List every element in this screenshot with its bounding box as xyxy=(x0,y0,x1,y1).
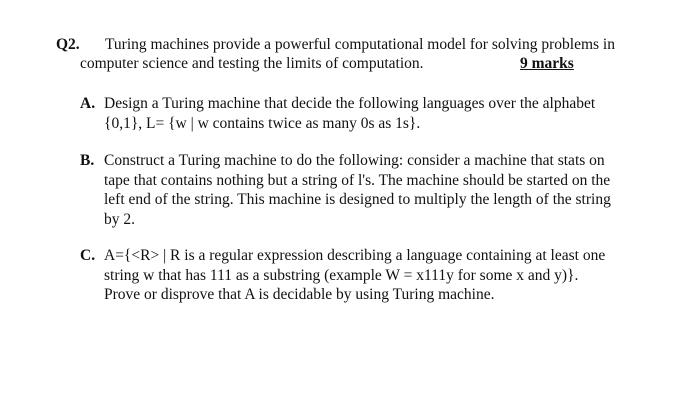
part-c-line-2: string w that has 111 as a substring (example W = x111y for some x and y)}. xyxy=(104,266,579,284)
part-a-line-1: Design a Turing machine that decide the following languages over the alphabet xyxy=(104,95,596,112)
part-b-label: B. xyxy=(80,152,95,169)
question-label: Q2. xyxy=(56,36,80,53)
part-b-line-2: tape that contains nothing but a string of l's. The machine should be started on the xyxy=(104,171,611,189)
part-a-label: A. xyxy=(80,95,96,112)
question-text-line-1: Turing machines provide a powerful computational model for solving problems in xyxy=(105,36,615,53)
part-b-line-3: left end of the string. This machine is designed to multiply the length of the string xyxy=(104,191,611,208)
part-c-label: C. xyxy=(80,247,96,264)
part-c-line-3: Prove or disprove that A is decidable by using Turing machine. xyxy=(104,286,495,303)
part-b-line-1: Construct a Turing machine to do the following: consider a machine that stats on xyxy=(104,152,605,169)
marks-label: 9 marks xyxy=(520,55,574,72)
part-c-line-1: A={<R> | R is a regular expression describing a language containing at least one xyxy=(104,247,606,264)
part-a-line-2: {0,1}, L= {w | w contains twice as many 0s as 1s}. xyxy=(104,114,421,132)
part-b-line-4: by 2. xyxy=(104,210,135,228)
question-text-line-2: computer science and testing the limits of computation. xyxy=(80,55,424,72)
